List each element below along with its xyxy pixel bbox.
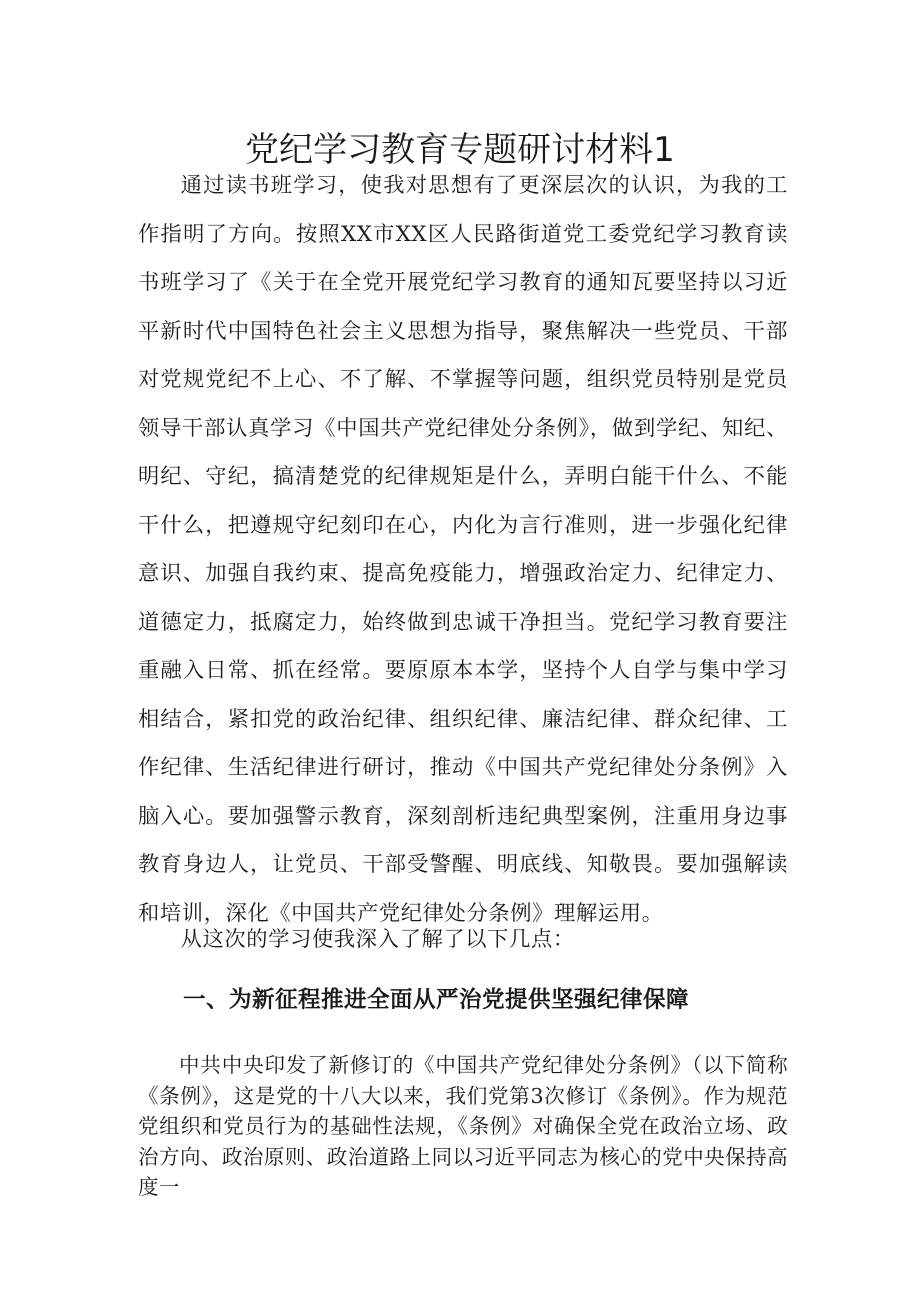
section-body-paragraph: 中共中央印发了新修订的《中国共产党纪律处分条例》（以下简称《条例》，这是党的十八大以来，我们党第3次修订《条例》。作为规范党组织和党员行为的基础性法规，《条例》对确保全党在政治立场、政治方向、政治原则、政治道路上同以习近平同志为核心的党中央保持高度一 <box>138 1053 788 1199</box>
document-title: 党纪学习教育专题研讨材料1 <box>245 130 675 170</box>
section-heading: 一、为新征程推进全面从严治党提供坚强纪律保障 <box>183 987 690 1013</box>
summary-lead-paragraph: 从这次的学习使我深入了解了以下几点： <box>180 927 575 952</box>
intro-paragraph: 通过读书班学习，使我对思想有了更深层次的认识，为我的工作指明了方向。按照XX市XX区人民路街道党工委党纪学习教育读书班学习了《关于在全党开展党纪学习教育的通知瓦要坚持以习近平新时代中国特色社会主义思想为指导，聚焦解决一些党员、干部对党规党纪不上心、不了解、不掌握等问题，组织党员特别是党员领导干部认真学习《中国共产党纪律处分条例》，做到学纪、知纪、明纪、守纪，搞清楚党的纪律规矩是什么，弄明白能干什么、不能干什么，把遵规守纪刻印在心，内化为言行准则，进一步强化纪律意识、加强自我约束、提高免疫能力，增强政治定力、纪律定力、道德定力，抵腐定力，始终做到忠诚干净担当。党纪学习教育要注重融入日常、抓在经常。要原原本本学，坚持个人自学与集中学习相结合，紧扣党的政治纪律、组织纪律、廉洁纪律、群众纪律、工作纪律、生活纪律进行研讨，推动《中国共产党纪律处分条例》入脑入心。要加强警示教育，深刻剖析违纪典型案例，注重用身边事教育身边人，让党员、干部受警醒、明底线、知敬畏。要加强解读和培训，深化《中国共产党纪律处分条例》理解运用。 <box>138 173 788 926</box>
